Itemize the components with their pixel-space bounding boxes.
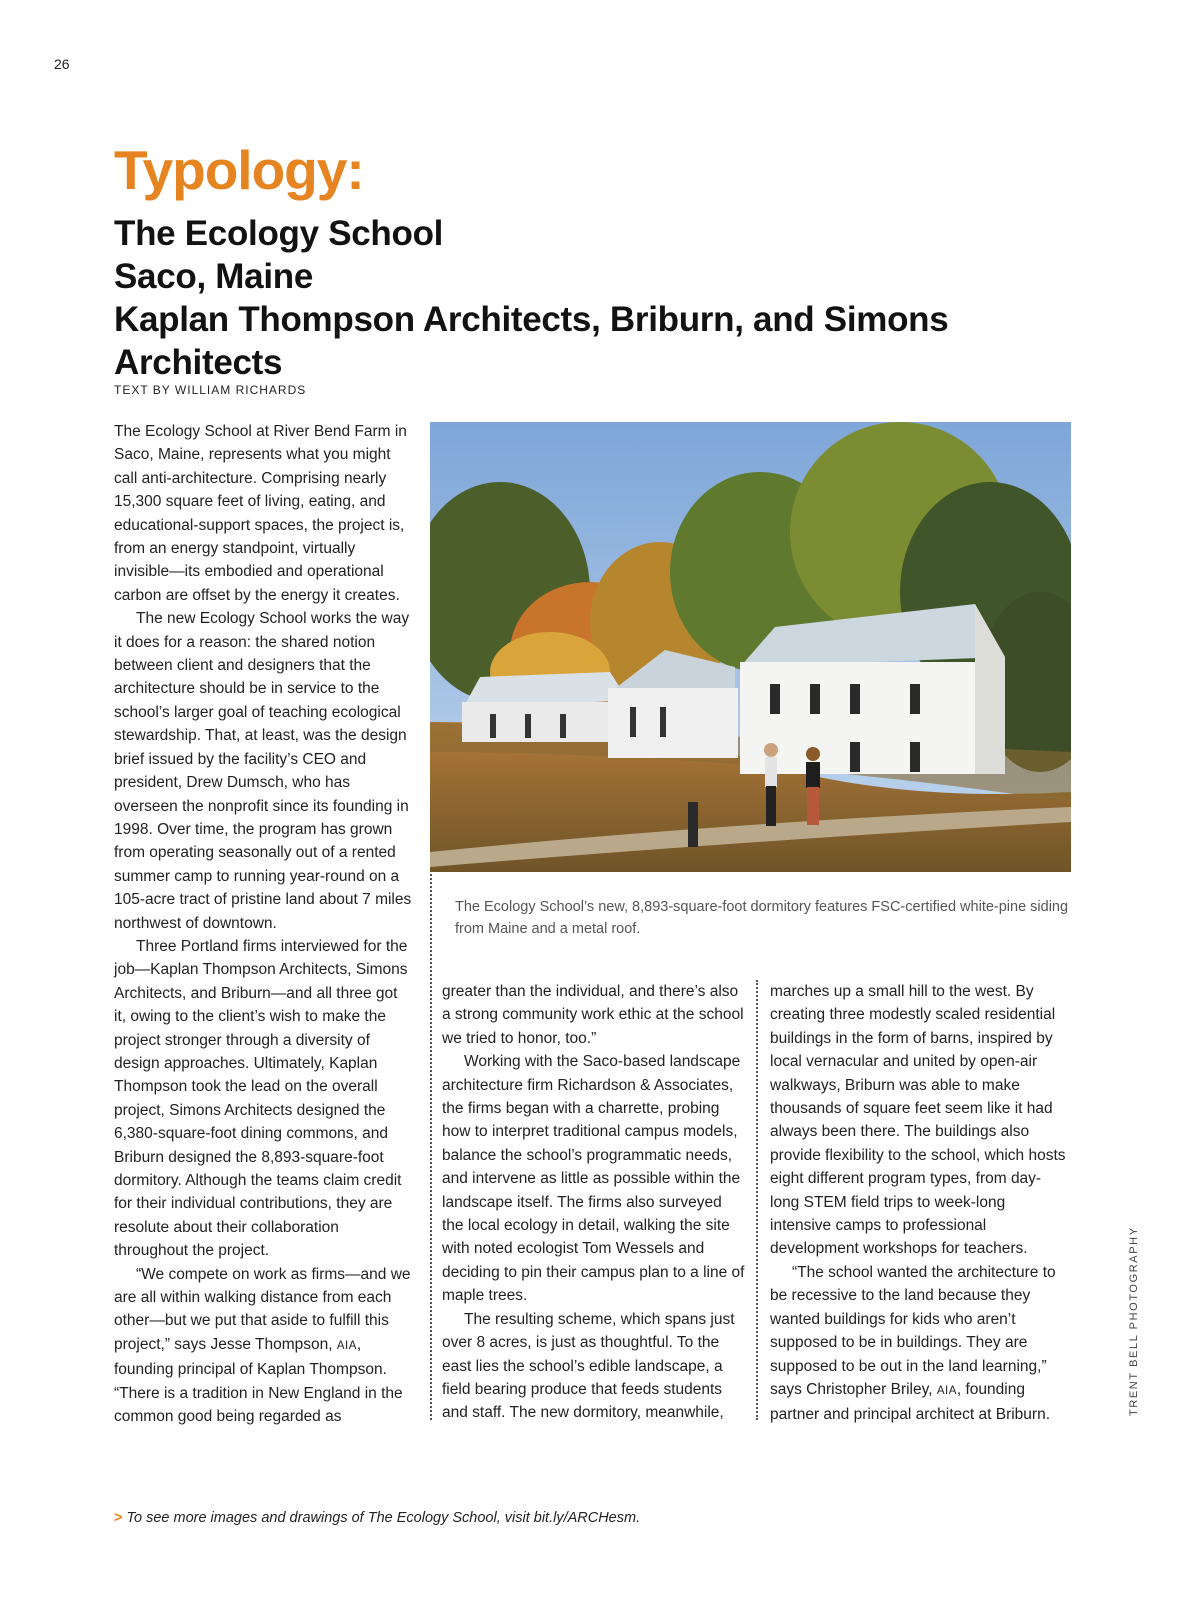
quote-text: “The school wanted the architecture to be recessive to the land because they wanted buildings for kids who aren’t supposed to be in buildings. They are supposed to be out in the land learning,” says Christopher Briley, <box>770 1263 1056 1398</box>
column-divider <box>430 858 432 1420</box>
paragraph: The Ecology School at River Bend Farm in Saco, Maine, represents what you might call anti-architecture. Comprising nearly 15,300 square feet of living, eating, and educational-support spaces, the project is, from an energy standpoint, virtually invisible—its embodied and operational carbon are offset by the energy it creates. <box>114 423 407 604</box>
paragraph: Three Portland firms interviewed for the job—Kaplan Thompson Architects, Simons Architects, and Briburn—and all three got it, owing to the client’s wish to make the project stronger through a diversity of design approaches. Ultimately, Kaplan Thompson took the lead on the overall project, Simons Architects designed the 6,380-square-foot dining commons, and Briburn designed the 8,893-square-foot dormitory. Although the teams claim credit for their individual contributions, they are resolute about their collaboration throughout the project. <box>114 937 408 1260</box>
article-column-3 <box>770 980 1070 1427</box>
paragraph: greater than the individual, and there’s also a strong community work ethic at the school we tried to honor, too.” <box>442 983 744 1047</box>
paragraph: marches up a small hill to the west. By creating three modestly scaled residential buildings in the form of barns, inspired by local vernacular and united by open-air walkways, Briburn was able to make thousands of square feet seem like it had always been there. The buildings also provide flexibility to the school, which hosts eight different program types, from day-long STEM field trips to week-long intensive camps to professional development workshops for teachers. <box>770 983 1066 1258</box>
footer-link-note <box>114 1510 640 1526</box>
paragraph: The resulting scheme, which spans just over 8 acres, is just as thoughtful. To the east lies the school’s edible landscape, a field bearing produce that feeds students and staff. The new dormitory, meanwhile, <box>442 1310 735 1422</box>
paragraph: Working with the Saco-based landscape architecture firm Richardson & Associates, the firms began with a charrette, probing how to interpret traditional campus models, balance the school’s programmatic needs, and intervene as little as possible within the landscape itself. The firms also surveyed the local ecology in detail, walking the site with noted ecologist Tom Wessels and deciding to pin their campus plan to a line of maple trees. <box>442 1053 745 1305</box>
quote-text: , founding partner and principal architect at Briburn. <box>770 1380 1051 1424</box>
headline <box>114 212 1114 384</box>
headline-architects: Kaplan Thompson Architects, Briburn, and Simons Architects <box>114 300 949 382</box>
column-divider <box>756 980 758 1420</box>
page-number: 26 <box>54 56 70 72</box>
dormitory-photo-illustration <box>430 422 1071 872</box>
article-column-1 <box>114 420 412 1428</box>
paragraph <box>770 1261 1070 1427</box>
paragraph <box>114 1263 412 1429</box>
paragraph: The new Ecology School works the way it does for a reason: the shared notion between client and designers that the architecture should be in service to the school’s larger goal of teaching ecological stewardship. That, at least, was the design brief issued by the facility’s CEO and president, Drew Dumsch, who has overseen the nonprofit since its founding in 1998. Over time, the program has grown from operating seasonally out of a rented summer camp to running year-round on a 105-acre tract of pristine land about 7 miles northwest of downtown. <box>114 610 412 932</box>
arrow-icon: > <box>114 1510 123 1526</box>
quote-text: “We compete on work as firms—and we are all within walking distance from each other—but we put that aside to fulfill this project,” says Jesse Thompson, <box>114 1265 411 1353</box>
photo-credit: TRENT BELL PHOTOGRAPHY <box>1128 1226 1140 1416</box>
headline-location: Saco, Maine <box>114 257 313 296</box>
headline-project: The Ecology School <box>114 214 444 253</box>
aia-credential: AIA <box>936 1384 957 1397</box>
feature-photo <box>430 422 1071 872</box>
quote-text: , founding principal of Kaplan Thompson. “There is a tradition in New England in the common good being regarded as <box>114 1335 403 1426</box>
aia-credential: AIA <box>336 1339 357 1352</box>
photo-caption: The Ecology School’s new, 8,893-square-foot dormitory features FSC-certified white-pine siding from Maine and a metal roof. <box>455 899 1069 937</box>
footer-text: To see more images and drawings of The Ecology School, visit bit.ly/ARCHesm. <box>126 1510 641 1526</box>
kicker-title: Typology: <box>114 139 364 201</box>
byline: TEXT BY WILLIAM RICHARDS <box>114 383 307 397</box>
article-column-2 <box>442 980 745 1425</box>
